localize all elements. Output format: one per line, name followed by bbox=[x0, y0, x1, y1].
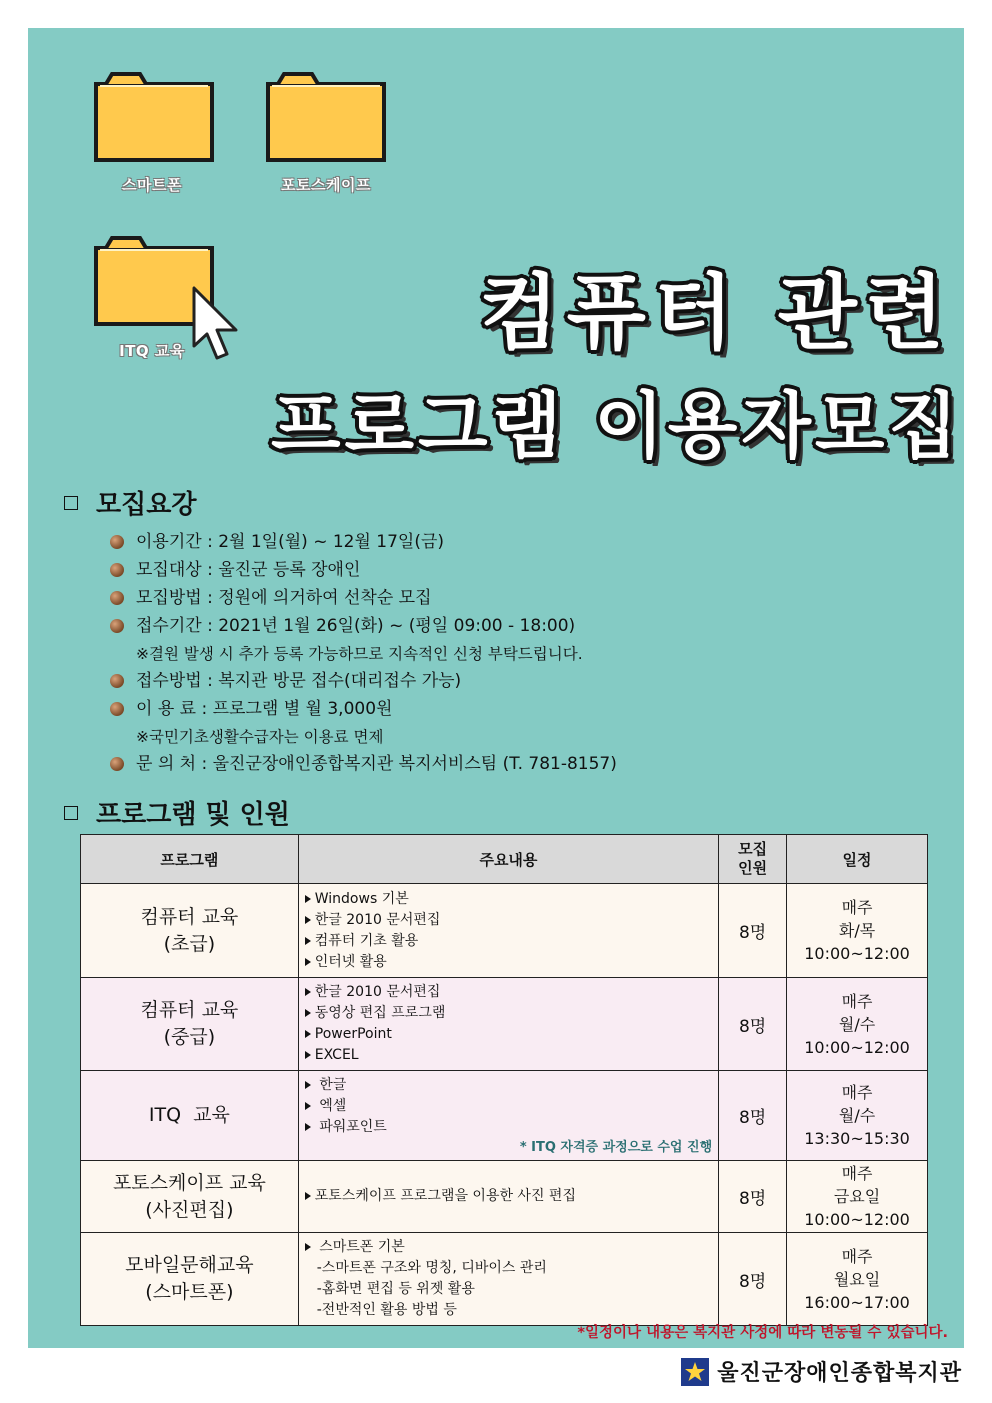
program-name: 모바일문해교육 (스마트폰) bbox=[81, 1233, 299, 1326]
title-line-2: 프로그램 이용자모집 bbox=[270, 384, 962, 468]
program-name: 컴퓨터 교육 (중급) bbox=[81, 978, 299, 1071]
list-item: 모집방법 : 정원에 의거하여 선착순 모집 bbox=[110, 584, 617, 612]
bullet-icon bbox=[110, 563, 124, 577]
triangle-bullet-icon bbox=[305, 1081, 311, 1089]
program-content: 한글 엑셀 파워포인트 * ITQ 자격증 과정으로 수업 진행 bbox=[298, 1071, 718, 1161]
program-content: Windows 기본 한글 2010 문서편집 컴퓨터 기초 활용 인터넷 활용 bbox=[298, 884, 718, 978]
list-item: 접수기간 : 2021년 1월 26일(화) ~ (평일 09:00 - 18:00) bbox=[110, 612, 617, 640]
folder-photoscape[interactable] bbox=[264, 70, 388, 164]
organization-logo-icon bbox=[681, 1358, 709, 1386]
program-content: 한글 2010 문서편집 동영상 편집 프로그램 PowerPoint EXCEL bbox=[298, 978, 718, 1071]
folder-label-itq: ITQ 교육 bbox=[119, 342, 185, 360]
bullet-icon bbox=[110, 591, 124, 605]
section-heading-recruitment bbox=[64, 484, 196, 521]
triangle-bullet-icon bbox=[305, 958, 311, 966]
bullet-icon bbox=[110, 757, 124, 771]
itq-note: * ITQ 자격증 과정으로 수업 진행 bbox=[519, 1140, 713, 1155]
bullet-icon bbox=[110, 674, 124, 688]
list-item: 모집대상 : 울진군 등록 장애인 bbox=[110, 556, 617, 584]
bullet-icon bbox=[110, 702, 124, 716]
table-row bbox=[81, 978, 928, 1071]
table-row bbox=[81, 1161, 928, 1233]
program-count: 8명 bbox=[719, 1161, 787, 1233]
program-schedule: 매주 월요일 16:00~17:00 bbox=[787, 1233, 928, 1326]
triangle-bullet-icon bbox=[305, 1192, 311, 1200]
column-header: 주요내용 bbox=[298, 835, 718, 884]
triangle-bullet-icon bbox=[305, 1243, 311, 1251]
table-row bbox=[81, 1071, 928, 1161]
folder-icon bbox=[92, 70, 216, 164]
organization-signature bbox=[681, 1356, 962, 1387]
program-count: 8명 bbox=[719, 978, 787, 1071]
triangle-bullet-icon bbox=[305, 916, 311, 924]
triangle-bullet-icon bbox=[305, 1051, 311, 1059]
triangle-bullet-icon bbox=[305, 1123, 311, 1131]
program-schedule: 매주 월/수 13:30~15:30 bbox=[787, 1071, 928, 1161]
program-content: 포토스케이프 프로그램을 이용한 사진 편집 bbox=[298, 1161, 718, 1233]
folder-smartphone[interactable] bbox=[92, 70, 216, 164]
program-schedule: 매주 월/수 10:00~12:00 bbox=[787, 978, 928, 1071]
program-count: 8명 bbox=[719, 1071, 787, 1161]
table-header-row bbox=[81, 835, 928, 884]
title-line-1: 컴퓨터 관련 bbox=[479, 266, 952, 361]
program-name: 포토스케이프 교육 (사진편집) bbox=[81, 1161, 299, 1233]
column-header: 일정 bbox=[787, 835, 928, 884]
triangle-bullet-icon bbox=[305, 895, 311, 903]
list-item-note: ※국민기초생활수급자는 이용료 면제 bbox=[136, 728, 384, 746]
folder-label-photoscape: 포토스케이프 bbox=[281, 176, 371, 194]
triangle-bullet-icon bbox=[305, 988, 311, 996]
bullet-icon bbox=[110, 535, 124, 549]
folder-label-smartphone: 스마트폰 bbox=[122, 176, 182, 194]
list-item-note: ※결원 발생 시 추가 등록 가능하므로 지속적인 신청 부탁드립니다. bbox=[136, 645, 583, 663]
schedule-footnote: *일정이나 내용은 복지관 사정에 따라 변동될 수 있습니다. bbox=[577, 1325, 948, 1341]
triangle-bullet-icon bbox=[305, 1102, 311, 1110]
column-header: 프로그램 bbox=[81, 835, 299, 884]
list-item: 이 용 료 : 프로그램 별 월 3,000원 bbox=[110, 695, 617, 723]
column-header: 모집 인원 bbox=[719, 835, 787, 884]
list-item: 문 의 처 : 울진군장애인종합복지관 복지서비스팀 (T. 781-8157) bbox=[110, 750, 617, 778]
triangle-bullet-icon bbox=[305, 937, 311, 945]
table-row bbox=[81, 884, 928, 978]
section-heading-text: 프로그램 및 인원 bbox=[96, 800, 290, 830]
checkbox-square-icon bbox=[64, 806, 78, 820]
program-schedule: 매주 금요일 10:00~12:00 bbox=[787, 1161, 928, 1233]
program-count: 8명 bbox=[719, 884, 787, 978]
checkbox-square-icon bbox=[64, 496, 78, 510]
mouse-cursor-icon bbox=[190, 284, 242, 364]
list-item: 접수방법 : 복지관 방문 접수(대리접수 가능) bbox=[110, 667, 617, 695]
program-table bbox=[80, 834, 928, 1326]
program-content: 스마트폰 기본 -스마트폰 구조와 명칭, 디바이스 관리 -홈화면 편집 등 위젯 활용 -전반적인 활용 방법 등 bbox=[298, 1233, 718, 1326]
recruitment-info-list bbox=[110, 528, 617, 778]
program-name: 컴퓨터 교육 (초급) bbox=[81, 884, 299, 978]
table-row bbox=[81, 1233, 928, 1326]
program-name: ITQ 교육 bbox=[81, 1071, 299, 1161]
section-heading-programs bbox=[64, 794, 290, 831]
list-item: 이용기간 : 2월 1일(월) ~ 12월 17일(금) bbox=[110, 528, 617, 556]
triangle-bullet-icon bbox=[305, 1030, 311, 1038]
program-schedule: 매주 화/목 10:00~12:00 bbox=[787, 884, 928, 978]
folder-icon bbox=[264, 70, 388, 164]
program-count: 8명 bbox=[719, 1233, 787, 1326]
section-heading-text: 모집요강 bbox=[96, 490, 197, 520]
triangle-bullet-icon bbox=[305, 1009, 311, 1017]
organization-name: 울진군장애인종합복지관 bbox=[717, 1361, 962, 1386]
bullet-icon bbox=[110, 619, 124, 633]
